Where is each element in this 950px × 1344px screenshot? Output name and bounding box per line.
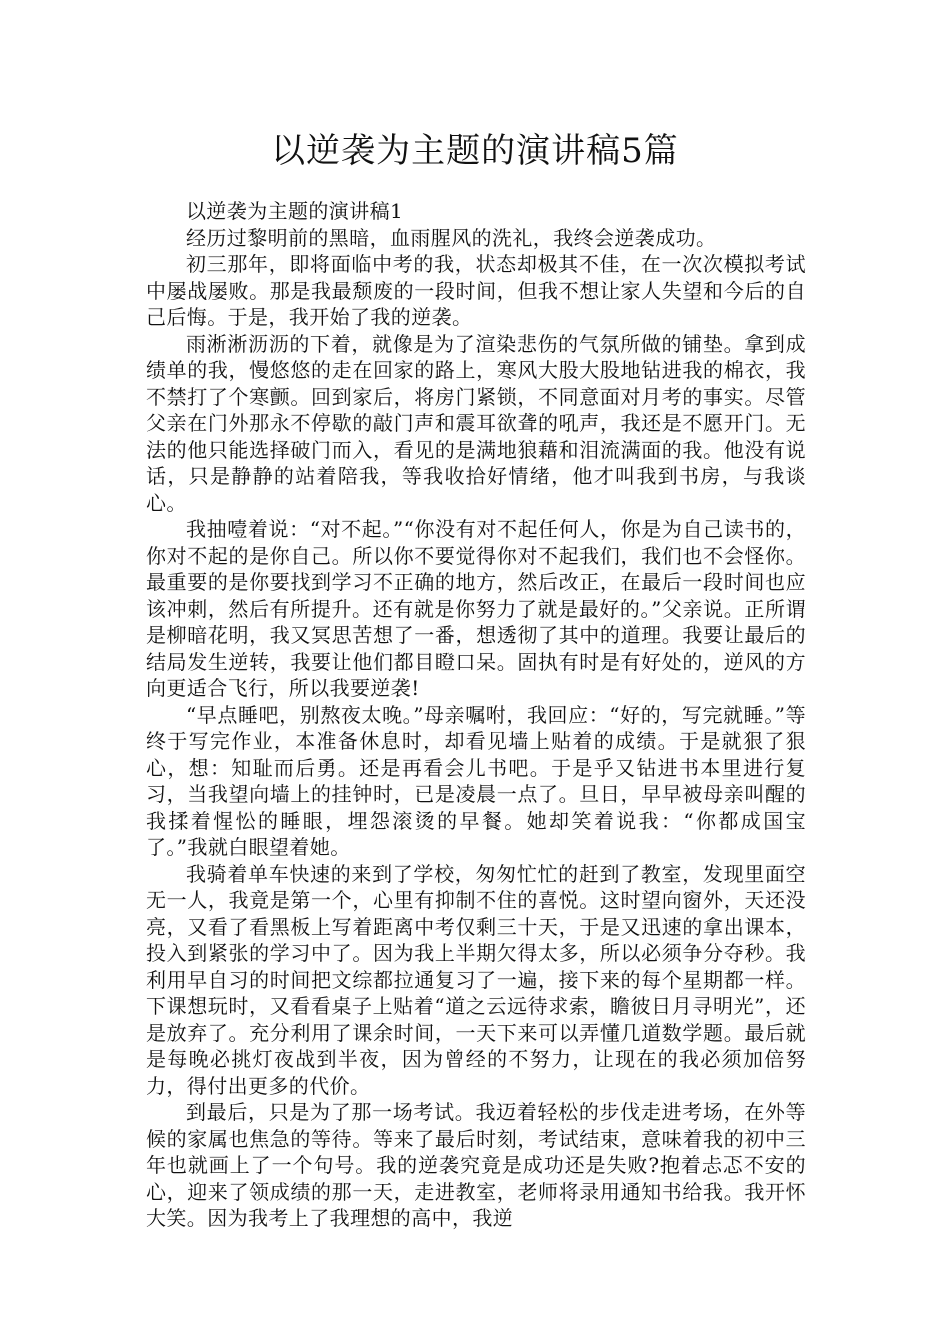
paragraph: 我骑着单车快速的来到了学校，匆匆忙忙的赶到了教室，发现里面空无一人，我竟是第一个，心里有抑制不住的喜悦。这时望向窗外，天还没亮，又看了看黑板上写着距离中考仅剩三十天，于是又迅速的拿出课本，投入到紧张的学习中了。因为我上半期欠得太多，所以必须争分夺秒。我利用早自习的时间把文综都拉通复习了一遍，接下来的每个星期都一样。下课想玩时，又看看桌子上贴着“道之云远待求索，瞻彼日月寻明光”，还是放弃了。充分利用了课余时间，一天下来可以弄懂几道数学题。最后就是每晚必挑灯夜战到半夜，因为曾经的不努力，让现在的我必须加倍努力，得付出更多的代价。 <box>146 861 806 1098</box>
paragraph-subtitle: 以逆袭为主题的演讲稿1 <box>186 199 404 223</box>
paragraph: 到最后，只是为了那一场考试。我迈着轻松的步伐走进考场，在外等候的家属也焦急的等待。等来了最后时刻，考试结束，意味着我的初中三年也就画上了一个句号。我的逆袭究竟是成功还是失败?抱着忐忑不安的心，迎来了领成绩的那一天，走进教室，老师将录用通知书给我。我开怀大笑。因为我考上了我理想的高中，我逆 <box>146 1100 806 1230</box>
paragraph: 雨淅淅沥沥的下着，就像是为了渲染悲伤的气氛所做的铺垫。拿到成绩单的我，慢悠悠的走在回家的路上，寒风大股大股地钻进我的棉衣，我不禁打了个寒颤。回到家后，将房门紧锁，不同意面对月考的事实。尽管父亲在门外那永不停歇的敲门声和震耳欲聋的吼声，我还是不愿开门。无法的他只能选择破门而入，看见的是满地狼藉和泪流满面的我。他没有说话，只是静静的站着陪我，等我收拾好情绪，他才叫我到书房，与我谈心。 <box>146 331 806 515</box>
paragraph: 经历过黎明前的黑暗，血雨腥风的洗礼，我终会逆袭成功。 <box>186 225 717 250</box>
paragraph: 我抽噎着说：“对不起。”“你没有对不起任何人，你是为自己读书的，你对不起的是你自己。所以你不要觉得你对不起我们，我们也不会怪你。最重要的是你要找到学习不正确的地方，然后改正，在最后一段时间也应该冲刺，然后有所提升。还有就是你努力了就是最好的。”父亲说。正所谓是柳暗花明，我又冥思苦想了一番，想透彻了其中的道理。我要让最后的结局发生逆转，我要让他们都目瞪口呆。固执有时是有好处的，逆风的方向更适合飞行，所以我要逆袭! <box>146 517 806 700</box>
paragraph: 初三那年，即将面临中考的我，状态却极其不佳，在一次次模拟考试中屡战屡败。那是我最颓废的一段时间，但我不想让家人失望和今后的自己后悔。于是，我开始了我的逆袭。 <box>146 252 806 329</box>
document-title: 以逆袭为主题的演讲稿5篇 <box>271 131 679 171</box>
document-body <box>146 198 806 1232</box>
paragraph: “早点睡吧，别熬夜太晚。”母亲嘱咐，我回应：“好的，写完就睡。”等终于写完作业，本准备休息时，却看见墙上贴着的成绩。于是就狠了狠心，想：知耻而后勇。还是再看会儿书吧。于是乎又钻进书本里进行复习，当我望向墙上的挂钟时，已是凌晨一点了。旦日，早早被母亲叫醒的我揉着惺忪的睡眼，埋怨滚烫的早餐。她却笑着说我：“你都成国宝了。”我就白眼望着她。 <box>146 702 806 859</box>
